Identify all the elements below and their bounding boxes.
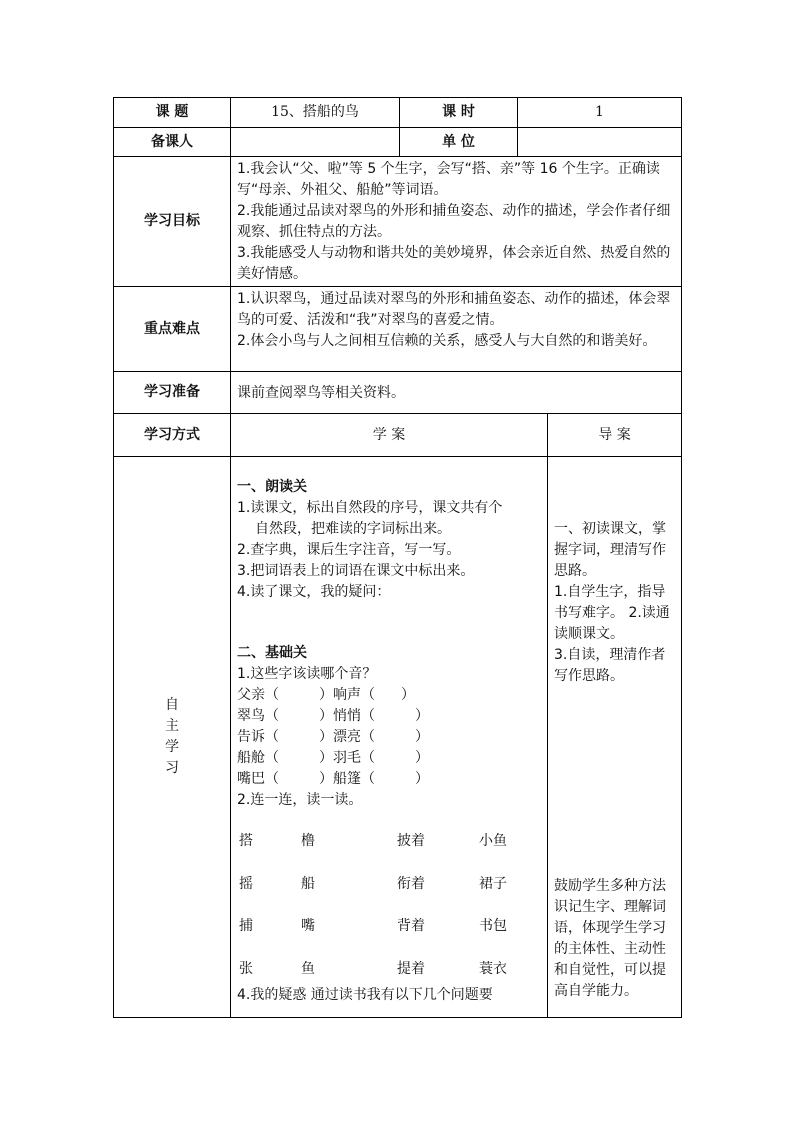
match-word: 鱼 [301, 961, 315, 977]
section-basics-title: 二、基础关 [237, 645, 307, 661]
match-word: 张 [239, 961, 253, 977]
match-word: 背着 [397, 918, 425, 934]
guide-content [548, 457, 682, 1018]
pinyin-row: 父亲（ ） 响声（ ） [237, 687, 415, 703]
guide-part: 3.自读，理清作者写作思路。 [554, 647, 666, 684]
unit-label: 单 位 [400, 128, 518, 157]
section-reading-title: 一、朗读关 [237, 479, 307, 495]
guide-part: 鼓励学生多种方法识记生字、理解词语，体现学生学习的主体性、主动性和自觉性，可以提高自学能力。 [554, 878, 666, 999]
prep-text: 课前查阅翠鸟等相关资料。 [231, 372, 682, 414]
keypoint-item: 2.体会小鸟与人之间相互信赖的关系，感受人与大自然的和谐美好。 [237, 333, 657, 349]
row-goals [114, 157, 682, 287]
row-self-study [114, 457, 682, 1018]
lesson-plan-table [113, 97, 682, 1018]
match-word: 捕 [239, 918, 253, 934]
col-study-header: 学 案 [231, 414, 548, 457]
row-preparer [114, 128, 682, 157]
goal-item: 3.我能感受人与动物和谐共处的美妙境界，体会亲近自然、热爱自然的美好情感。 [237, 245, 671, 282]
keypoint-item: 1.认识翠鸟，通过品读对翠鸟的外形和捕鱼姿态、动作的描述，体会翠鸟的可爱、活泼和“我”对翠鸟的喜爱之情。 [237, 291, 671, 328]
match-word: 蓑衣 [479, 961, 507, 977]
unit-value [518, 128, 682, 157]
preparer-label: 备课人 [114, 128, 231, 157]
goals-label: 学习目标 [114, 157, 231, 287]
reading-item: 1.读课文，标出自然段的序号，课文共有个 [237, 500, 503, 516]
match-word: 披着 [397, 833, 425, 849]
question-doubts: 4.我的疑惑 通过读书我有以下几个问题要 [237, 987, 493, 1003]
match-word: 衔着 [397, 876, 425, 892]
goals-content [231, 157, 682, 287]
prep-label: 学习准备 [114, 372, 231, 414]
pinyin-row: 翠鸟（ ） 悄悄（ ） [237, 708, 429, 724]
goal-item: 1.我会认“父、啦”等 5 个生字，会写“搭、亲”等 16 个生字。正确读写“母亲、外祖父、船舱”等词语。 [237, 161, 660, 198]
reading-item: 3.把词语表上的词语在课文中标出来。 [237, 563, 475, 579]
reading-item: 2.查字典，课后生字注音，写一写。 [237, 542, 461, 558]
question-pinyin: 1.这些字该读哪个音？ [237, 666, 377, 682]
match-word: 嘴 [301, 918, 315, 934]
reading-item: 自然段，把难读的字词标出来。 [255, 521, 451, 537]
match-word: 搭 [239, 833, 253, 849]
pinyin-row: 告诉（ ） 漂亮（ ） [237, 729, 429, 745]
period-label: 课 时 [400, 98, 518, 128]
question-match: 2.连一连，读一读。 [237, 792, 363, 808]
keypoints-label: 重点难点 [114, 287, 231, 372]
preparer-value [231, 128, 400, 157]
study-content [231, 457, 548, 1018]
match-word: 裙子 [479, 876, 507, 892]
period-value: 1 [518, 98, 682, 128]
pinyin-row: 嘴巴（ ） 船篷（ ） [237, 771, 429, 787]
self-study-label: 自 主 学 习 [114, 457, 231, 1018]
guide-part: 1.自学生字，指导书写难字。 2.读通读顺课文。 [554, 584, 670, 642]
guide-part: 一、初读课文，掌握字词，理清写作思路。 [554, 521, 666, 579]
match-word: 摇 [239, 876, 253, 892]
match-word: 小鱼 [479, 833, 507, 849]
match-word: 书包 [479, 918, 507, 934]
mode-label: 学习方式 [114, 414, 231, 457]
row-mode [114, 414, 682, 457]
goal-item: 2.我能通过品读对翠鸟的外形和捕鱼姿态、动作的描述，学会作者仔细观察、抓住特点的方法。 [237, 203, 671, 240]
match-grid [237, 811, 543, 979]
lesson-value: 15、搭船的鸟 [231, 98, 400, 128]
row-prep [114, 372, 682, 414]
row-lesson [114, 98, 682, 128]
match-word: 提着 [397, 961, 425, 977]
col-guide-header: 导 案 [548, 414, 682, 457]
lesson-label: 课 题 [114, 98, 231, 128]
keypoints-content [231, 287, 682, 372]
match-word: 橹 [301, 833, 315, 849]
pinyin-row: 船舱（ ） 羽毛（ ） [237, 750, 429, 766]
match-word: 船 [301, 876, 315, 892]
reading-item: 4.读了课文，我的疑问： [237, 584, 391, 600]
row-keypoints [114, 287, 682, 372]
